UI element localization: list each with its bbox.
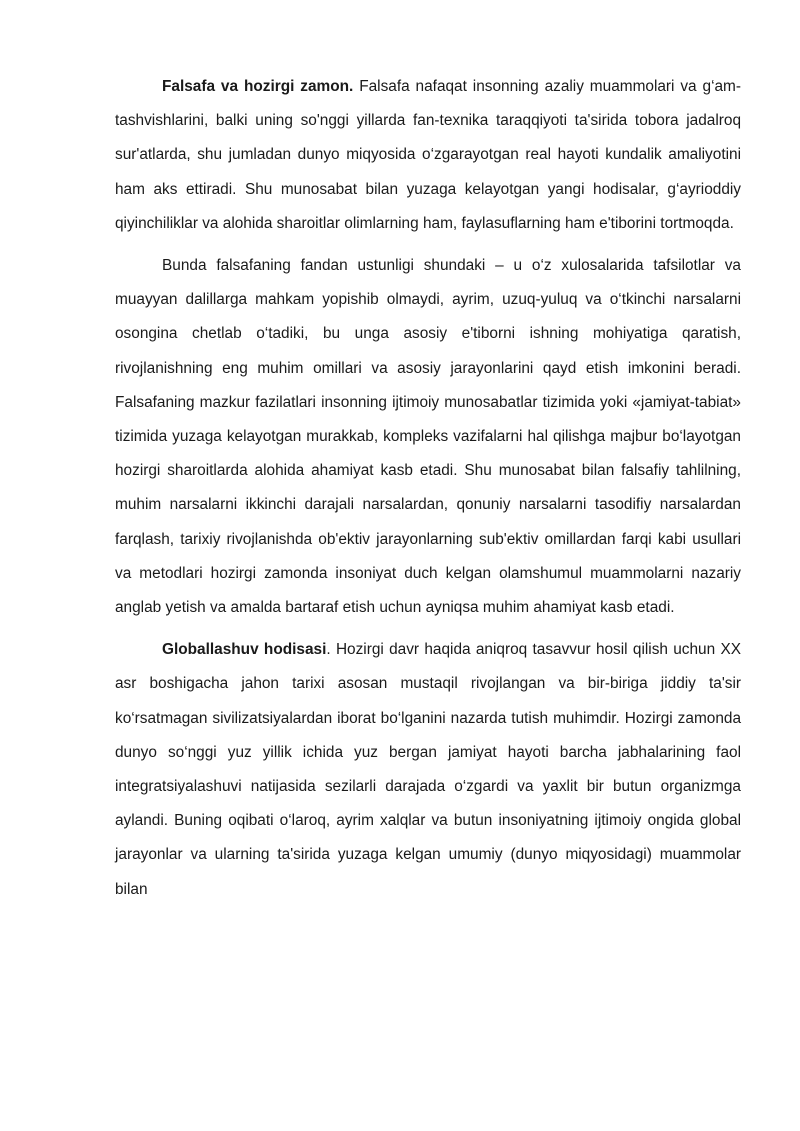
paragraph-body: Falsafa nafaqat insonning azaliy muammolari va g‘am-tashvishlarini, balki uning so'nggi yillarda fan-texnika taraqqiyoti ta'sirida tobora jadalroq sur'atlarda, shu jumladan dunyo miqyosida o‘zgarayotgan real hayoti kundalik amaliyotini ham aks ettiradi. Shu munosabat bilan yuzaga kelayotgan yangi hodisalar, g‘ayrioddiy qiyinchiliklar va alohida sharoitlar olimlarning ham, faylasuflarning ham e'tiborini tortmoqda. — [115, 78, 741, 232]
paragraph-philosophy-advantage — [115, 249, 741, 625]
paragraph-philosophy-and-modern-era — [115, 70, 741, 241]
paragraph-globalization — [115, 633, 741, 907]
paragraph-body: . Hozirgi davr haqida aniqroq tasavvur hosil qilish uchun XX asr boshigacha jahon tarixi asosan mustaqil rivojlangan va bir-biriga jiddiy ta'sir ko‘rsatmagan sivilizatsiyalardan iborat bo‘lganini nazarda tutish muhimdir. Hozirgi zamonda dunyo so‘nggi yuz yillik ichida yuz bergan jamiyat hayoti barcha jabhalarining faol integratsiyalashuvi natijasida sezilarli darajada o‘zgardi va yaxlit bir butun organizmga aylandi. Buning oqibati o‘laroq, ayrim xalqlar va butun insoniyatning ijtimoiy ongida global jarayonlar va ularning ta'sirida yuzaga kelgan umumiy (dunyo miqyosidagi) muammolar bilan — [115, 641, 741, 898]
paragraph-heading: Falsafa va hozirgi zamon. — [162, 78, 354, 95]
paragraph-body: Bunda falsafaning fandan ustunligi shundaki – u o‘z xulosalarida tafsilotlar va muayyan dalillarga mahkam yopishib olmaydi, ayrim, uzuq-yuluq va o‘tkinchi narsalarni osongina chetlab o‘tadiki, bu unga asosiy e'tiborni ishning mohiyatiga qaratish, rivojlanishning eng muhim omillari va asosiy jarayonlarini qayd etish imkonini beradi. Falsafaning mazkur fazilatlari insonning ijtimoiy munosabatlar tizimida yoki «jamiyat-tabiat» tizimida yuzaga kelayotgan murakkab, kompleks vazifalarni hal qilishga majbur bo‘layotgan hozirgi sharoitlarda alohida ahamiyat kasb etadi. Shu munosabat bilan falsafiy tahlilning, muhim narsalarni ikkinchi darajali narsalardan, qonuniy narsalarni tasodifiy narsalardan farqlash, tarixiy rivojlanishda ob'ektiv jarayonlarning sub'ektiv omillardan farqi kabi usullari va metodlari hozirgi zamonda insoniyat duch kelgan olamshumul muammolarni nazariy anglab yetish va amalda bartaraf etish uchun ayniqsa muhim ahamiyat kasb etadi. — [115, 257, 741, 617]
document-page — [115, 70, 741, 913]
paragraph-heading: Globallashuv hodisasi — [162, 641, 327, 659]
